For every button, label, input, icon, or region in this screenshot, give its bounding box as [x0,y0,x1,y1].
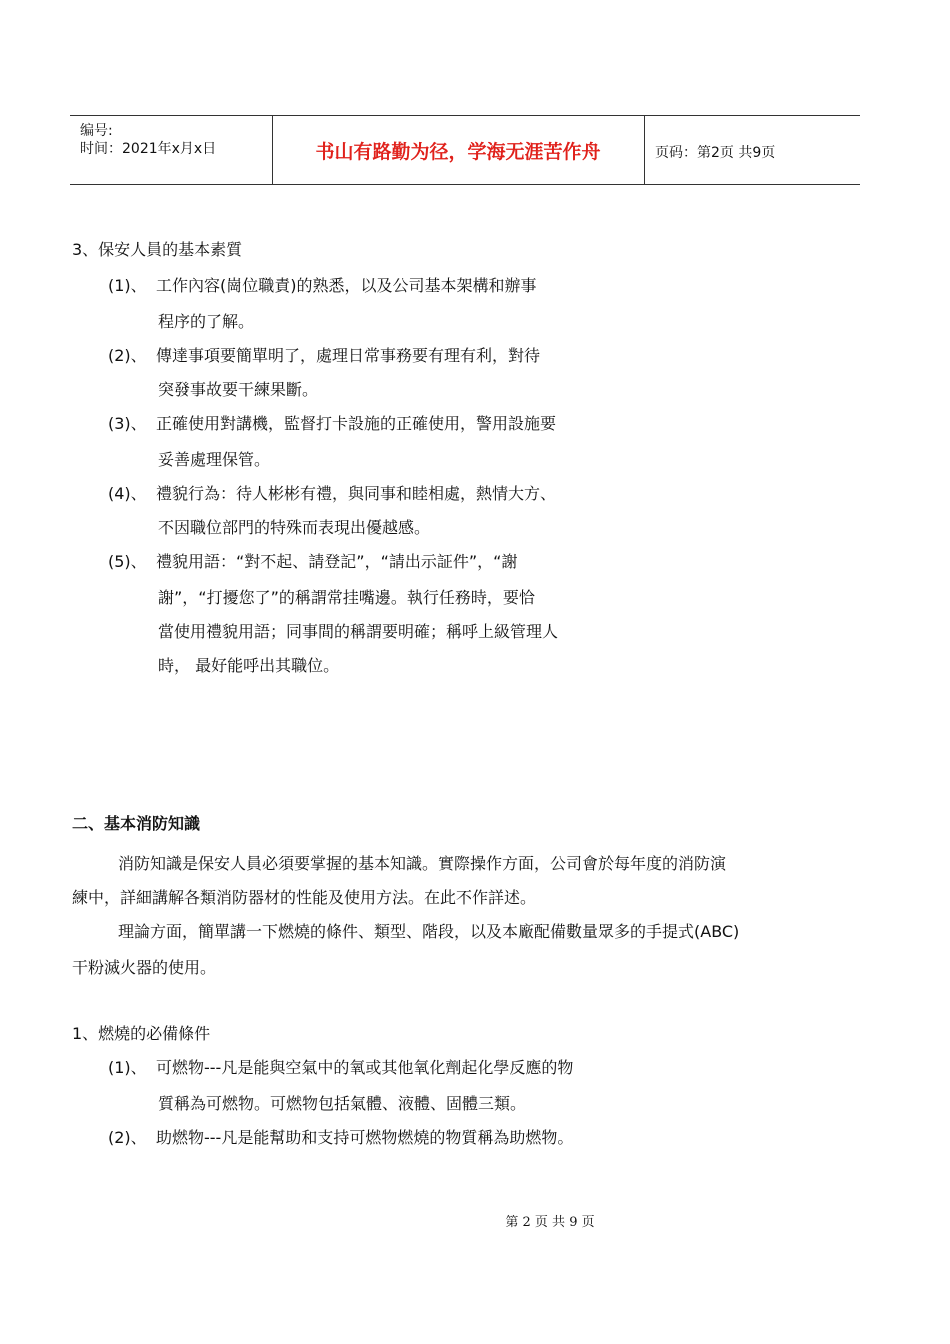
page-footer: 第 2 页 共 9 页 [505,1215,595,1230]
list-item [108,552,517,572]
paragraph-line: 干粉滅火器的使用。 [72,958,217,977]
item-text: 正確使用對講機，監督打卡設施的正確使用，警用設施要 [156,414,557,433]
item-number: (2)、 [108,346,147,365]
header-page-info: 页码：第2页 共9页 [655,145,776,161]
time-label: 时间：2021年x月x日 [80,141,217,157]
list-item [108,1128,573,1148]
item-number: (1)、 [108,1058,147,1077]
item-text-continued: 質稱為可燃物。可燃物包括氣體、液體、固體三類。 [158,1094,527,1113]
item-text: 助燃物---凡是能幫助和支持可燃物燃燒的物質稱為助燃物。 [156,1128,574,1147]
item-text: 工作內容(崗位職責)的熟悉，以及公司基本架構和辦事 [156,276,537,295]
item-number: (2)、 [108,1128,147,1147]
item-text-continued: 當使用禮貌用語；同事間的稱謂要明確；稱呼上級管理人 [158,622,559,641]
item-text-continued: 突發事故要干練果斷。 [158,380,319,399]
item-text-continued: 不因職位部門的特殊而表現出優越感。 [158,518,431,537]
paragraph-line: 消防知識是保安人員必須要掌握的基本知識。實際操作方面，公司會於每年度的消防演 [118,854,727,873]
item-text: 禮貌行為：待人彬彬有禮，與同事和睦相處，熱情大方、 [156,484,557,503]
item-text: 可燃物---凡是能與空氣中的氧或其他氧化劑起化學反應的物 [156,1058,574,1077]
number-label: 编号: [80,123,113,139]
paragraph-line: 練中，詳細講解各類消防器材的性能及使用方法。在此不作詳述。 [72,888,537,907]
list-item [108,346,540,366]
paragraph-line: 理論方面，簡單講一下燃燒的條件、類型、階段，以及本廠配備數量眾多的手提式(ABC) [118,922,740,941]
item-text: 禮貌用語：“對不起、請登記”，“請出示証件”，“謝 [156,552,518,571]
section-heading: 3、保安人員的基本素質 [72,240,243,259]
item-number: (5)、 [108,552,147,571]
item-number: (4)、 [108,484,147,503]
item-text-continued: 妥善處理保管。 [158,450,271,469]
list-item [108,1058,573,1078]
header-divider [644,116,645,184]
item-number: (3)、 [108,414,147,433]
item-text-continued: 謝”，“打擾您了”的稱謂常挂嘴邊。執行任務時，要恰 [158,588,535,607]
header-left-cell [80,122,216,158]
header-motto: 书山有路勤为径，学海无涯苦作舟 [315,140,601,163]
item-text-continued: 程序的了解。 [158,312,255,331]
list-item [108,276,537,296]
list-item [108,414,556,434]
section-heading: 1、燃燒的必備條件 [72,1024,211,1043]
item-text: 傳達事項要簡單明了，處理日常事務要有理有利，對待 [156,346,541,365]
list-item [108,484,556,504]
page-header [70,115,860,185]
item-text-continued: 時， 最好能呼出其職位。 [158,656,340,675]
section-heading: 二、基本消防知識 [72,814,201,833]
item-number: (1)、 [108,276,147,295]
